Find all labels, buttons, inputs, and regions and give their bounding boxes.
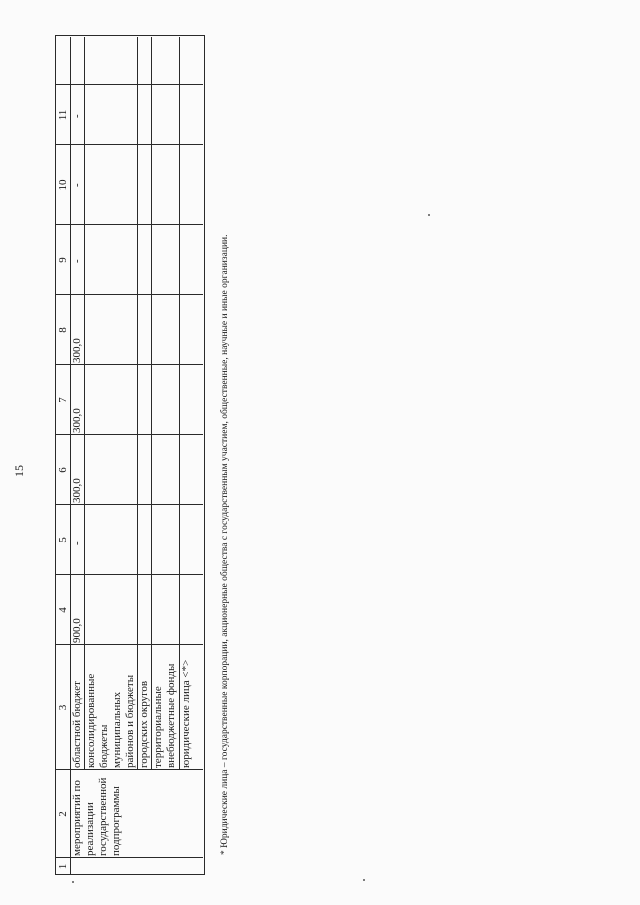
- source-consolidated-line: бюджеты: [98, 724, 110, 768]
- value-col11: -: [71, 114, 83, 118]
- source-regional-budget: областной бюджет: [71, 681, 83, 768]
- value-col6: 300,0: [71, 478, 83, 503]
- activity-label-line: реализации: [84, 802, 96, 856]
- value-col8: 300,0: [71, 338, 83, 363]
- col-number-3: 3: [57, 704, 69, 711]
- source-legal-entities: юридические лица <*>: [180, 659, 192, 768]
- activity-label-line: подпрограммы: [110, 786, 122, 856]
- col-number-11: 11: [57, 109, 69, 121]
- value-col10: -: [71, 183, 83, 187]
- col-number-6: 6: [57, 467, 69, 473]
- scan-speck: [72, 881, 74, 883]
- source-extrabudgetary-line: территориальные: [152, 686, 164, 768]
- scan-speck: [363, 879, 365, 881]
- value-col9: -: [71, 259, 83, 263]
- activity-label-line: мероприятий по: [71, 780, 83, 856]
- activity-label-line: государственной: [97, 777, 109, 856]
- col-number-4: 4: [57, 607, 69, 613]
- source-consolidated-line: муниципальных: [111, 691, 123, 768]
- source-extrabudgetary-line: внебюджетные фонды: [165, 663, 177, 768]
- source-city-districts: городских округов: [138, 680, 150, 768]
- col-number-8: 8: [57, 327, 69, 333]
- scan-speck: [428, 214, 430, 216]
- source-consolidated-line: консолидированные: [85, 673, 97, 768]
- value-col4: 900,0: [71, 618, 83, 643]
- col-number-7: 7: [57, 397, 69, 403]
- value-col5: -: [71, 541, 83, 545]
- col-number-9: 9: [57, 257, 69, 263]
- page-number: 15: [12, 465, 26, 477]
- col-number-5: 5: [57, 537, 69, 543]
- col-number-2: 2: [57, 811, 69, 817]
- value-col7: 300,0: [71, 408, 83, 433]
- footnote: * Юридические лица – государственные корпорации, акционерные общества с государственным участием, общественные, научные и иные организации.: [220, 234, 230, 855]
- source-consolidated-line: районов и бюджеты: [124, 674, 136, 768]
- rotated-sheet: [12, 35, 230, 875]
- col-number-10: 10: [57, 179, 69, 191]
- col-number-1: 1: [57, 863, 69, 870]
